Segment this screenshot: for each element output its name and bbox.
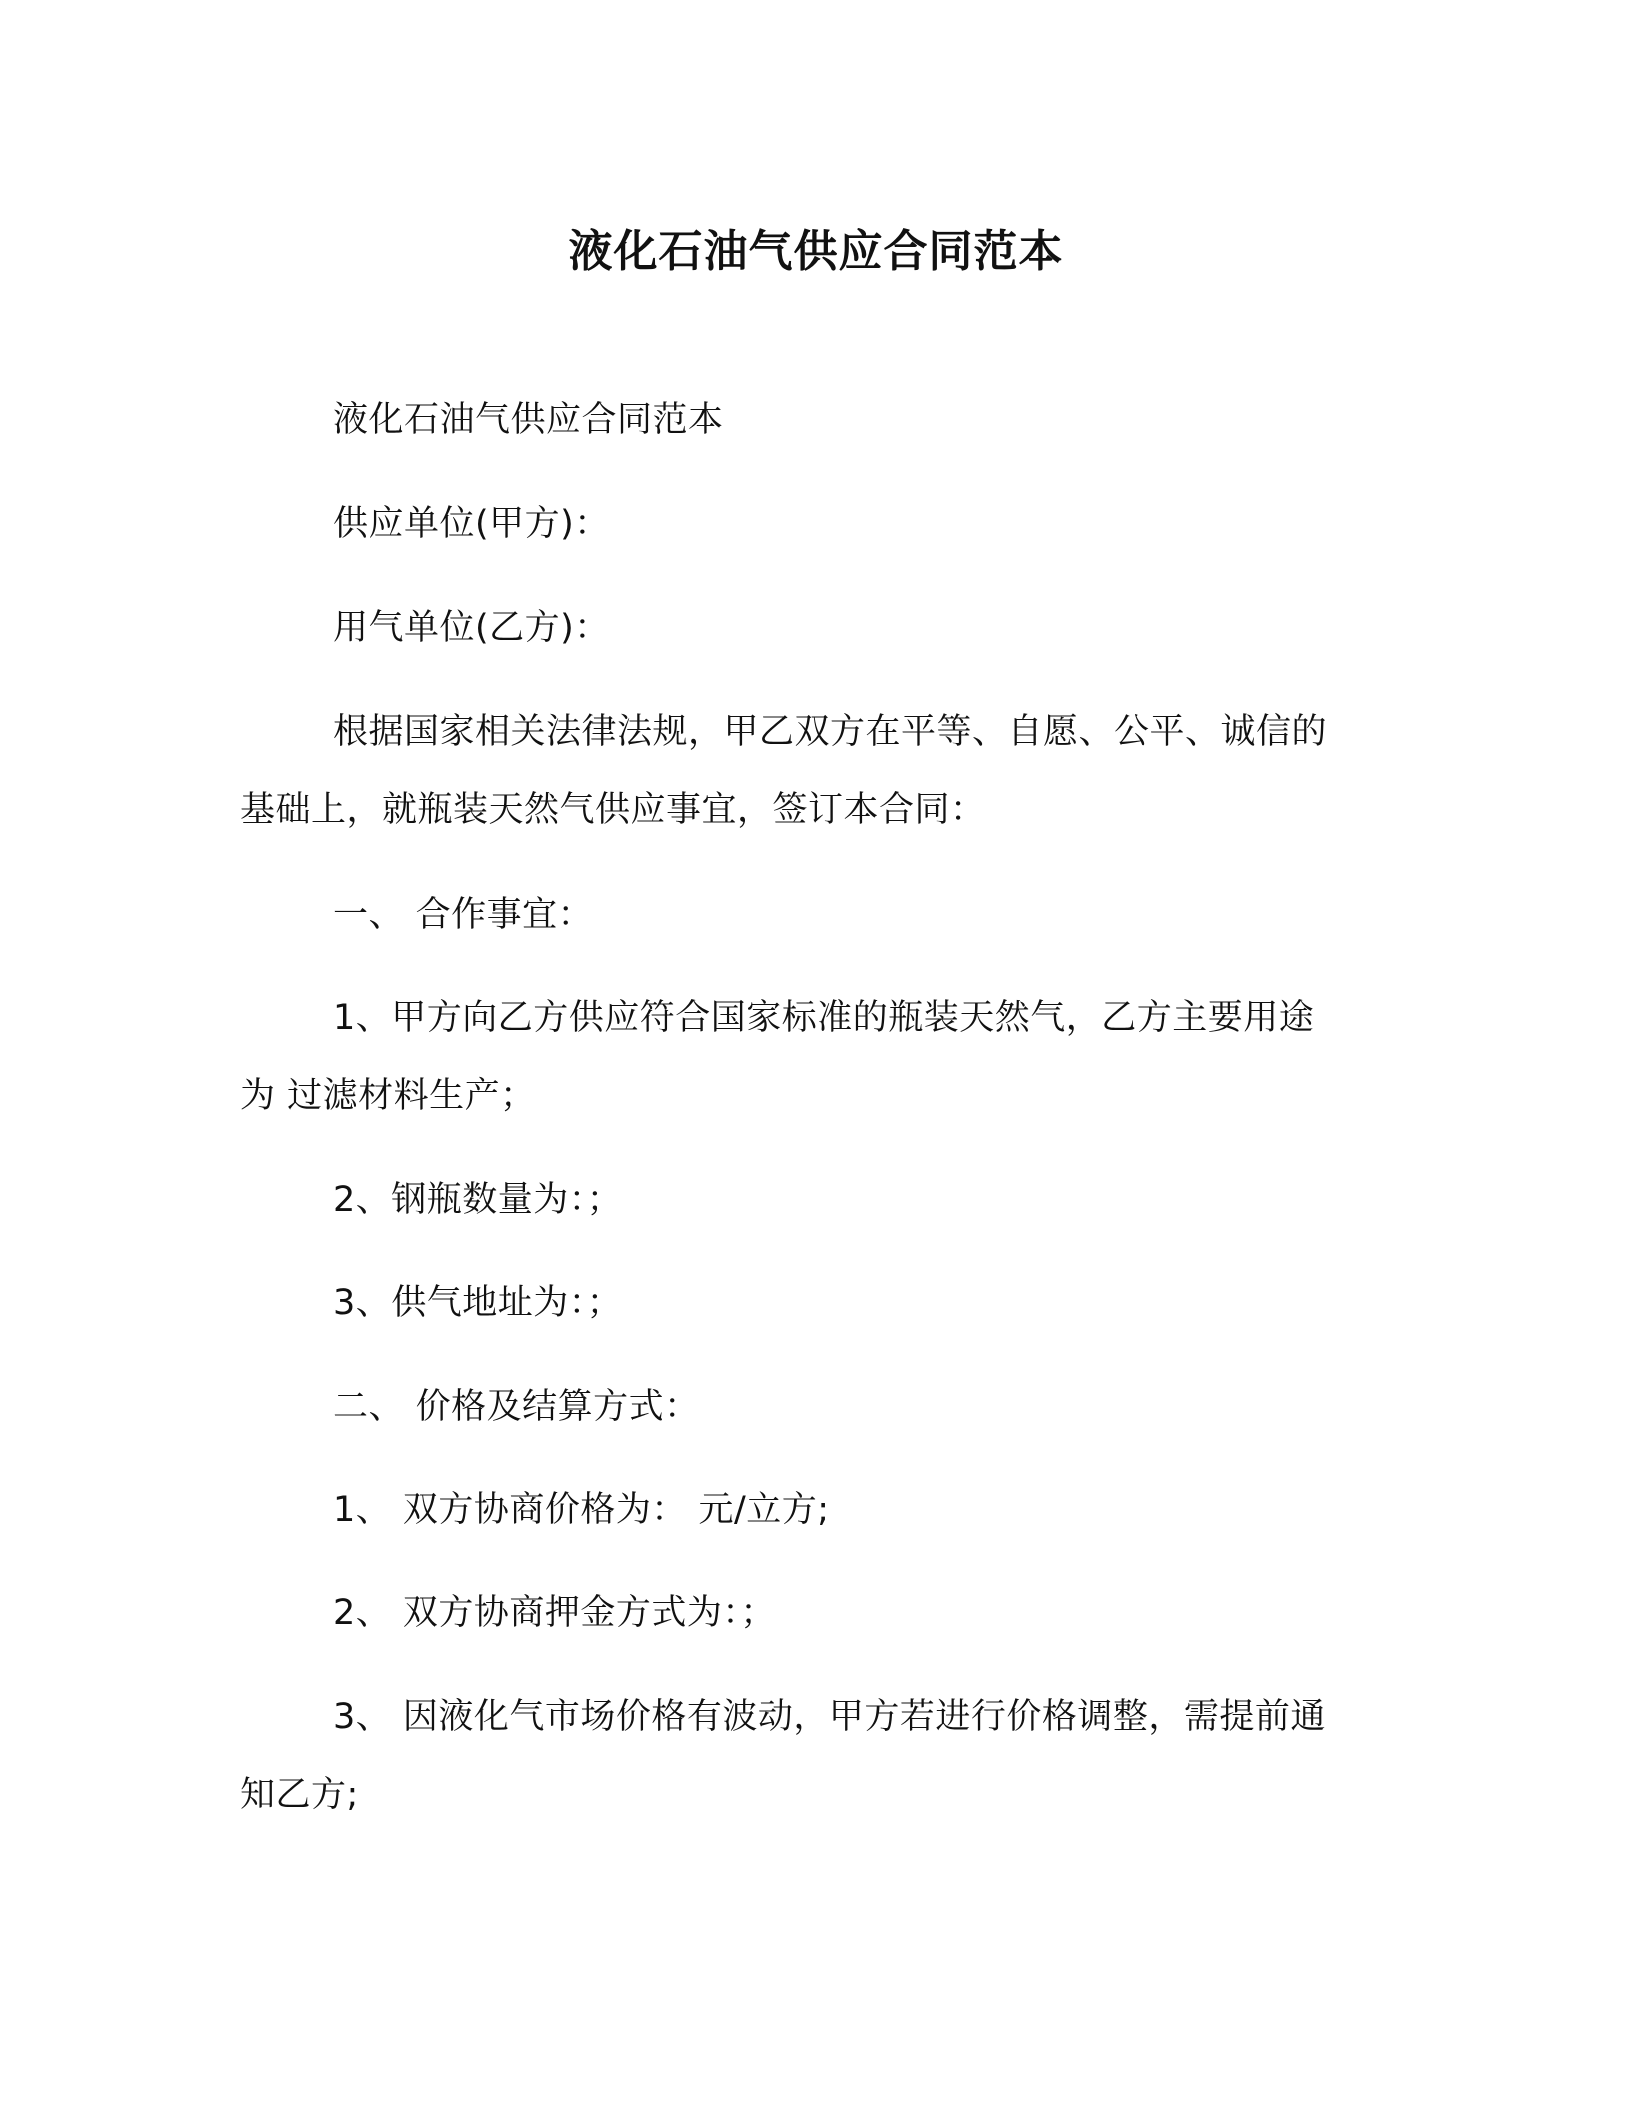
subtitle-line: 液化石油气供应合同范本 bbox=[333, 400, 724, 440]
document-title: 液化石油气供应合同范本 bbox=[568, 226, 1064, 277]
clause-2-3-line-1: 3、 因液化气市场价格有波动，甲方若进行价格调整，需提前通 bbox=[333, 1697, 1326, 1737]
clause-2-3-line-2: 知乙方; bbox=[240, 1775, 359, 1815]
clause-2-2: 2、 双方协商押金方式为：； bbox=[333, 1593, 776, 1633]
supplier-line: 供应单位(甲方)： bbox=[333, 504, 610, 544]
clause-2-1: 1、 双方协商价格为： 元/立方; bbox=[333, 1490, 830, 1530]
clause-1-2: 2、钢瓶数量为：； bbox=[333, 1180, 623, 1220]
consumer-line: 用气单位(乙方)： bbox=[333, 608, 610, 648]
section-heading-1: 一、 合作事宜： bbox=[333, 895, 594, 935]
preamble-line-1: 根据国家相关法律法规，甲乙双方在平等、自愿、公平、诚信的 bbox=[333, 712, 1328, 752]
clause-1-1-line-2: 为 过滤材料生产； bbox=[240, 1076, 536, 1116]
preamble-line-2: 基础上，就瓶装天然气供应事宜，签订本合同： bbox=[240, 790, 986, 830]
section-heading-2: 二、 价格及结算方式： bbox=[333, 1387, 700, 1427]
clause-1-1-line-1: 1、甲方向乙方供应符合国家标准的瓶装天然气，乙方主要用途 bbox=[333, 998, 1315, 1038]
clause-1-3: 3、供气地址为：； bbox=[333, 1283, 623, 1323]
